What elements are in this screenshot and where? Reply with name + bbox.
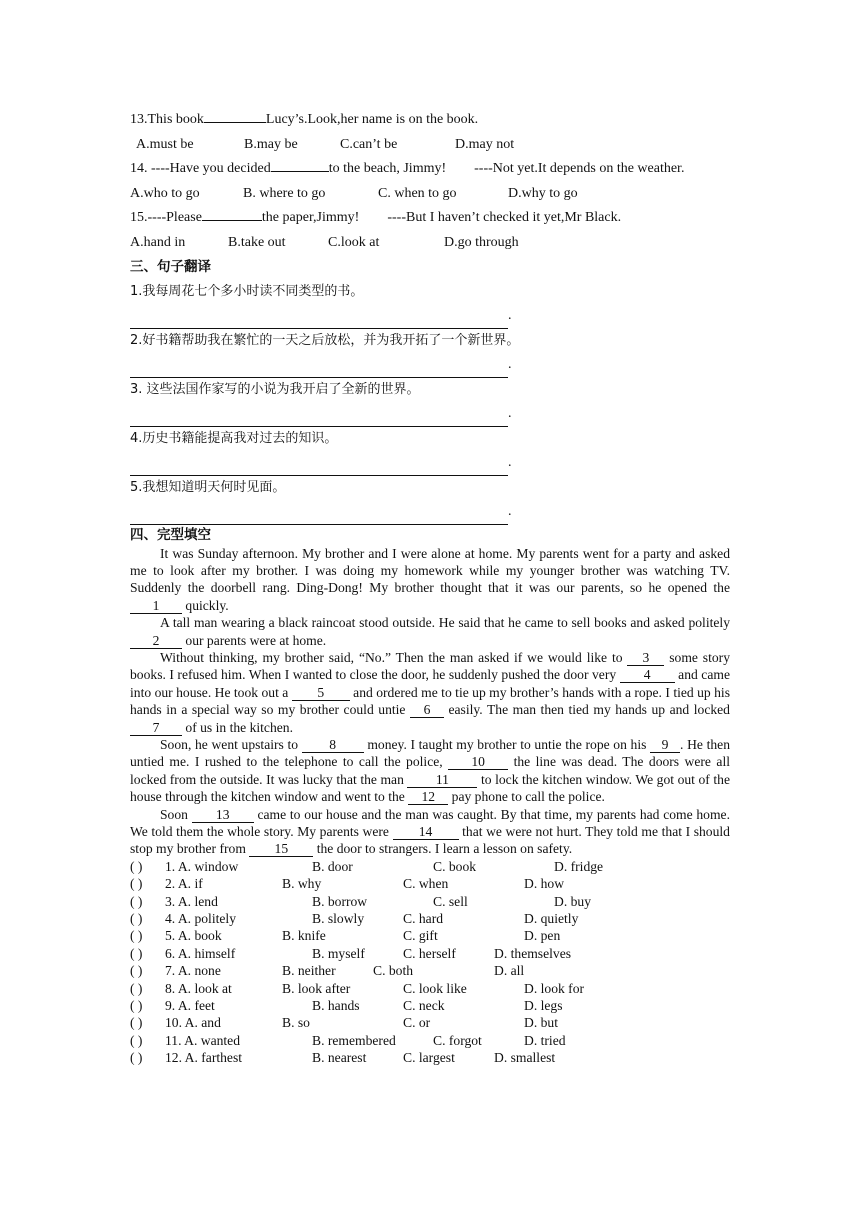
option-c: C. book	[433, 858, 477, 874]
translation-answer-line	[130, 402, 730, 427]
option-a: 4. A. politely	[165, 910, 236, 926]
blank-4: 4	[620, 668, 675, 683]
answer-blank	[271, 157, 329, 172]
option-b: B. hands	[312, 997, 360, 1013]
option-d: D. themselves	[494, 945, 572, 961]
question-stem: Lucy’s.Look,her name is on the book.	[265, 112, 479, 127]
translation-answer-line	[130, 304, 730, 329]
answer-paren[interactable]: ( )	[130, 945, 143, 961]
cloze-paragraph: A tall man wearing a black raincoat stood outside. He said that he came to sell books and asked politely 2 our parents were at home.	[130, 614, 730, 649]
blank-3: 3	[627, 651, 664, 666]
blank-1: 1	[130, 599, 182, 614]
question-stem: 15.----Please	[130, 210, 202, 225]
cloze-paragraph: Soon 13 came to our house and the man was caught. By that time, my parents had come home. We told them the whole story. My parents were 14 that we were not hurt. They told me that I should stop my brother from 15 the door to strangers. I learn a lesson on safety.	[130, 806, 730, 857]
choice-row	[130, 927, 730, 944]
question-stem: 14. ----Have you decided	[130, 161, 271, 176]
answer-paren[interactable]: ( )	[130, 1032, 143, 1048]
option-a: 9. A. feet	[165, 997, 215, 1013]
cloze-choices	[130, 858, 730, 1067]
blank-5: 5	[292, 686, 350, 701]
option-b: B. neither	[282, 963, 336, 979]
option-a: 11. A. wanted	[165, 1032, 241, 1048]
blank-2: 2	[130, 634, 182, 649]
choice-row	[130, 962, 730, 979]
option-a: 6. A. himself	[165, 945, 236, 961]
blank-6: 6	[410, 703, 444, 718]
option-b: B. nearest	[312, 1050, 367, 1066]
option-d: D. but	[524, 1015, 558, 1031]
answer-paren[interactable]: ( )	[130, 963, 143, 979]
end-mark: .	[508, 406, 512, 421]
translation-answer-line	[130, 451, 730, 476]
blank-8: 8	[302, 738, 364, 753]
answer-paren[interactable]: ( )	[130, 876, 143, 892]
blank-10: 10	[448, 755, 508, 770]
translation-prompt: 2.好书籍帮助我在繁忙的一天之后放松，并为我开拓了一个新世界。	[130, 332, 520, 348]
cloze-paragraph: Soon, he went upstairs to 8 money. I taught my brother to untie the rope on his 9 . He then untied me. I rushed to the telephone to call the police, 10 the line was dead. The doors were all locked from the outside. It was lucky that the man 11 to lock the kitchen window. We got out of the house through the kitchen window and went to the 12 pay phone to call the police.	[130, 736, 730, 805]
option-d: D.why to go	[508, 185, 578, 201]
option-a: 5. A. book	[165, 928, 222, 944]
blank-7: 7	[130, 721, 182, 736]
option-a: 10. A. and	[165, 1015, 221, 1031]
option-d: D.go through	[444, 234, 519, 250]
question-14	[130, 157, 730, 182]
option-c: C. forgot	[433, 1032, 482, 1048]
option-d: D. tried	[524, 1032, 566, 1048]
option-d: D. fridge	[554, 858, 604, 874]
option-a: 12. A. farthest	[165, 1050, 243, 1066]
option-b: B. slowly	[312, 910, 365, 926]
end-mark: .	[508, 357, 512, 372]
question-13	[130, 108, 730, 133]
option-c: C. gift	[403, 928, 438, 944]
section-title-translation: 三、句子翻译	[130, 259, 211, 275]
choice-row	[130, 1014, 730, 1031]
option-b: B.may be	[244, 136, 298, 152]
option-d: D. pen	[524, 928, 561, 944]
option-b: B. remembered	[312, 1032, 396, 1048]
option-d: D. how	[524, 876, 565, 892]
answer-paren[interactable]: ( )	[130, 997, 143, 1013]
option-a: 1. A. window	[165, 858, 239, 874]
option-c: C. herself	[403, 945, 456, 961]
option-d: D. all	[494, 963, 525, 979]
option-a: A.who to go	[130, 185, 200, 201]
translation-answer-line	[130, 500, 730, 525]
choice-row	[130, 980, 730, 997]
option-d: D. quietly	[524, 910, 579, 926]
question-13-options	[130, 133, 730, 158]
option-c: C. sell	[433, 893, 468, 909]
question-15	[130, 206, 730, 231]
translation-prompt: 5.我想知道明天何时见面。	[130, 479, 286, 495]
option-b: B. knife	[282, 928, 326, 944]
option-d: D.may not	[455, 136, 515, 152]
option-c: C. neck	[403, 997, 445, 1013]
choice-row	[130, 1049, 730, 1066]
blank-9: 9	[650, 738, 680, 753]
answer-blank	[202, 206, 262, 221]
option-c: C. or	[403, 1015, 431, 1031]
question-stem: 13.This book	[130, 112, 204, 127]
end-mark: .	[508, 504, 512, 519]
option-b: B. look after	[282, 980, 351, 996]
choice-row	[130, 893, 730, 910]
answer-paren[interactable]: ( )	[130, 858, 143, 874]
cloze-paragraph: It was Sunday afternoon. My brother and I were alone at home. My parents went for a party and asked me to look after my brother. I was doing my homework while my younger brother was watching TV. Suddenly the doorbell rang. Ding-Dong! My brother thought that it was our parents, so he opened the 1 quickly.	[130, 545, 730, 613]
cloze-paragraph: Without thinking, my brother said, “No.” Then the man asked if we would like to 3 some story books. I refused him. When I wanted to close the door, he suddenly pushed the door very 4 and came into our house. He took out a 5 and ordered me to tie up my brother’s hands with a rope. I tied up his hands in a special way so my brother could untie 6 easily. The man then tied my hands up and locked 7 of us in the kitchen.	[130, 649, 730, 735]
option-c: C.can’t be	[340, 136, 398, 152]
option-b: B. where to go	[243, 185, 326, 201]
option-a: A.hand in	[130, 234, 186, 250]
option-b: B. borrow	[312, 893, 368, 909]
option-a: 2. A. if	[165, 876, 203, 892]
question-stem: to the beach, Jimmy! ----Not yet.It depends on the weather.	[328, 161, 685, 176]
answer-underline	[130, 361, 508, 378]
section-title-cloze: 四、完型填空	[130, 526, 211, 543]
option-c: C. hard	[403, 910, 444, 926]
answer-underline	[130, 459, 508, 476]
choice-row	[130, 1032, 730, 1049]
option-b: B. door	[312, 858, 353, 874]
answer-paren[interactable]: ( )	[130, 928, 143, 944]
end-mark: .	[508, 308, 512, 323]
end-mark: .	[508, 455, 512, 470]
blank-12: 12	[408, 790, 448, 805]
option-d: D. smallest	[494, 1050, 556, 1066]
choice-row	[130, 875, 730, 892]
option-b: B.take out	[228, 234, 286, 250]
question-15-options	[130, 231, 730, 256]
option-a: 3. A. lend	[165, 893, 218, 909]
option-c: C. when	[403, 876, 449, 892]
option-c: C. when to go	[378, 185, 457, 201]
option-d: D. legs	[524, 997, 563, 1013]
answer-blank	[204, 108, 266, 123]
translation-prompt: 1.我每周花七个多小时读不同类型的书。	[130, 283, 364, 299]
answer-paren[interactable]: ( )	[130, 910, 143, 926]
option-a: 7. A. none	[165, 963, 221, 979]
option-b: B. myself	[312, 945, 365, 961]
option-d: D. buy	[554, 893, 592, 909]
answer-underline	[130, 312, 508, 329]
answer-paren[interactable]: ( )	[130, 1050, 143, 1066]
answer-paren[interactable]: ( )	[130, 893, 143, 909]
question-stem: the paper,Jimmy! ----But I haven’t checked it yet,Mr Black.	[261, 210, 622, 225]
blank-11: 11	[407, 773, 477, 788]
answer-paren[interactable]: ( )	[130, 1015, 143, 1031]
option-c: C. look like	[403, 980, 467, 996]
option-a: A.must be	[136, 136, 194, 152]
answer-paren[interactable]: ( )	[130, 980, 143, 996]
question-14-options	[130, 182, 730, 207]
blank-14: 14	[393, 825, 459, 840]
choice-row	[130, 997, 730, 1014]
translation-answer-line	[130, 353, 730, 378]
choice-row	[130, 858, 730, 875]
blank-15: 15	[249, 842, 313, 857]
option-d: D. look for	[524, 980, 585, 996]
answer-underline	[130, 410, 508, 427]
choice-row	[130, 910, 730, 927]
answer-underline	[130, 508, 508, 525]
option-a: 8. A. look at	[165, 980, 232, 996]
option-b: B. so	[282, 1015, 310, 1031]
translation-prompt: 3. 这些法国作家写的小说为我开启了全新的世界。	[130, 381, 420, 397]
option-c: C. both	[373, 963, 414, 979]
worksheet-page	[130, 108, 730, 1067]
blank-13: 13	[192, 808, 254, 823]
translation-prompt: 4.历史书籍能提高我对过去的知识。	[130, 430, 338, 446]
option-b: B. why	[282, 876, 322, 892]
option-c: C. largest	[403, 1050, 455, 1066]
choice-row	[130, 945, 730, 962]
option-c: C.look at	[328, 234, 380, 250]
